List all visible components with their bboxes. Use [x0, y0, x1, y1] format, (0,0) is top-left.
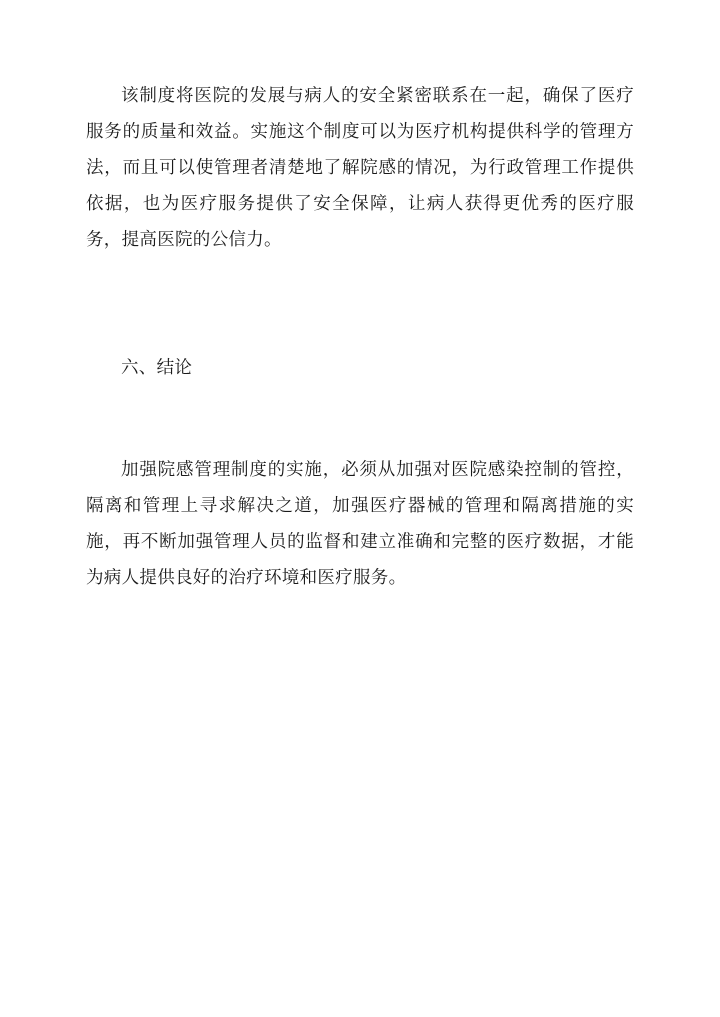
section-heading-conclusion: 六、结论 [121, 358, 193, 378]
body-paragraph-1: 该制度将医院的发展与病人的安全紧密联系在一起，确保了医疗服务的质量和效益。实施这个制度可以为医疗机构提供科学的管理方法，而且可以使管理者清楚地了解院感的情况，为行政管理工作提供依据，也为医疗服务提供了安全保障，让病人获得更优秀的医疗服务，提高医院的公信力。 [86, 86, 634, 250]
body-paragraph-2: 加强院感管理制度的实施，必须从加强对医院感染控制的管控，隔离和管理上寻求解决之道，加强医疗器械的管理和隔离措施的实施，再不断加强管理人员的监督和建立准确和完整的医疗数据，才能为病人提供良好的治疗环境和医疗服务。 [86, 460, 634, 588]
